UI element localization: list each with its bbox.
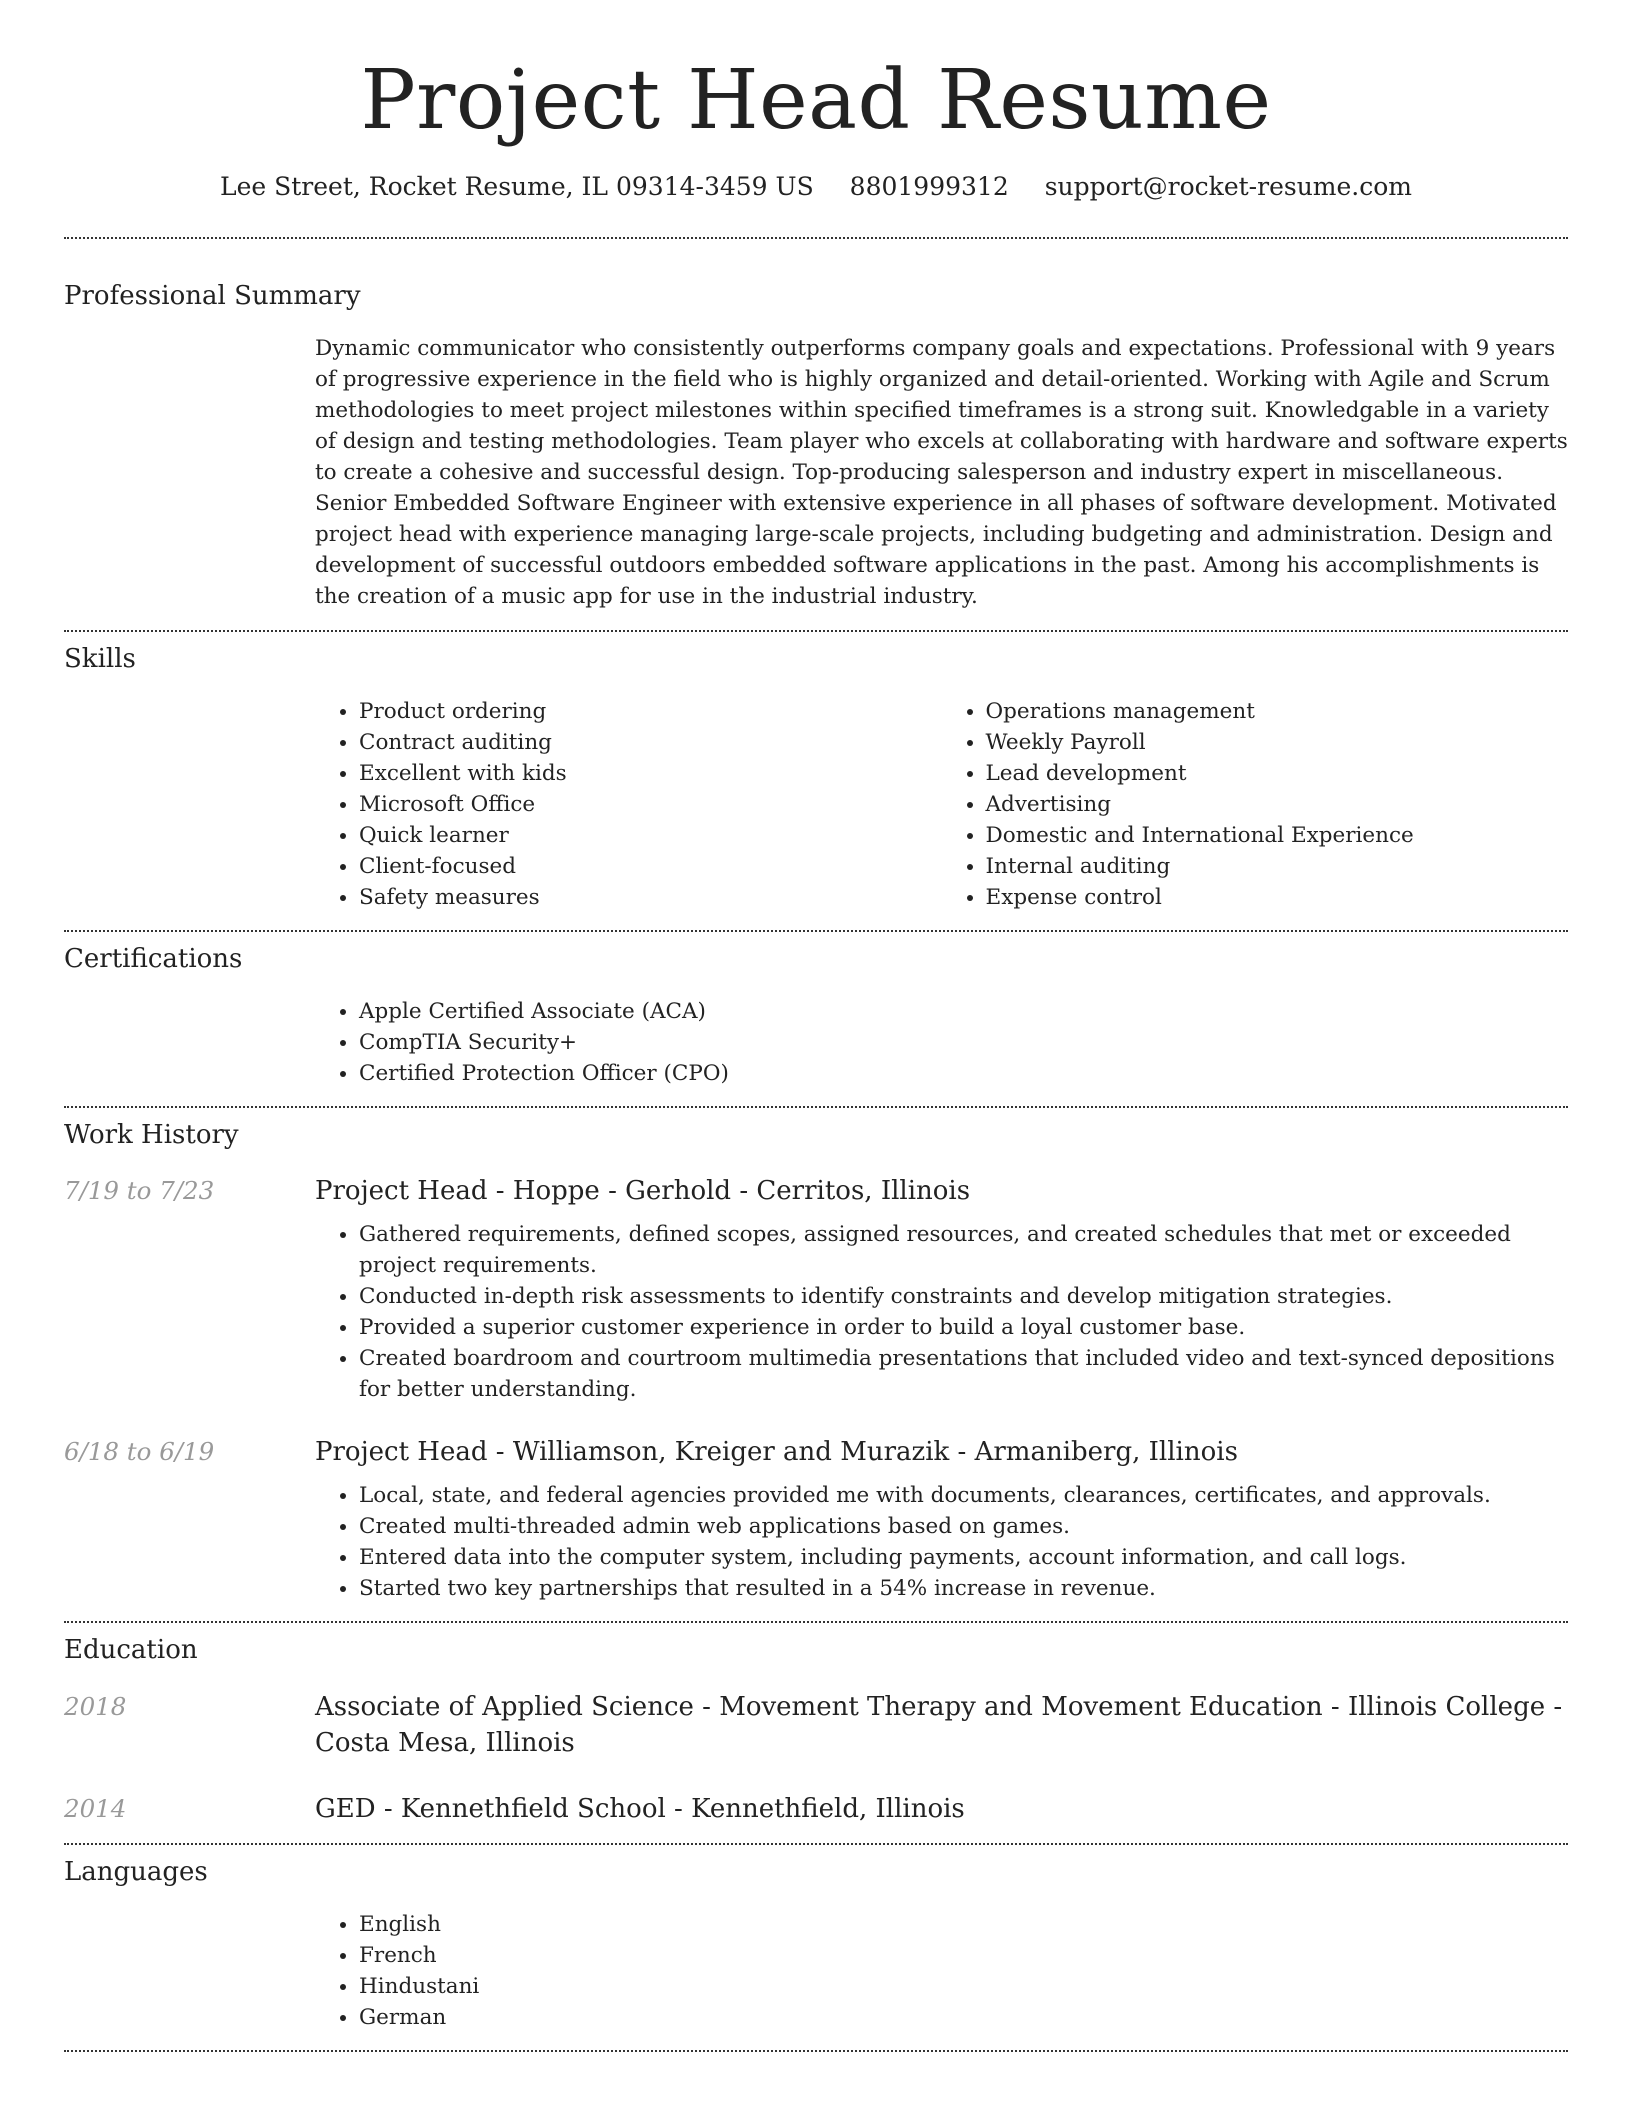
- job-bullet: • Conducted in-depth risk assessments to identify constraints and develop mitigation strategies.: [359, 1281, 1568, 1312]
- job-bullet: • Local, state, and federal agencies provided me with documents, clearances, certificates, and approvals.: [359, 1480, 1568, 1511]
- skill-item: • Microsoft Office: [359, 789, 942, 820]
- certification-item: • Apple Certified Associate (ACA): [359, 996, 1568, 1027]
- language-item: • French: [359, 1940, 1568, 1971]
- education-title: GED - Kennethfield School - Kennethfield, Illinois: [315, 1794, 965, 1824]
- job-body: [315, 1434, 1568, 1604]
- certifications-content: [315, 996, 1568, 1089]
- summary-heading: Professional Summary: [64, 281, 361, 311]
- job-bullet: • Created multi-threaded admin web applications based on games.: [359, 1511, 1568, 1542]
- languages-list: [315, 1909, 1568, 2033]
- languages-heading: Languages: [64, 1857, 208, 1887]
- education-section: [64, 1623, 1568, 1827]
- job-title: Project Head - Williamson, Kreiger and Murazik - Armaniberg, Illinois: [315, 1437, 1238, 1467]
- education-year: 2018: [64, 1692, 127, 1721]
- education-body: [315, 1791, 1568, 1827]
- skills-section: [64, 632, 1568, 913]
- resume-title: Project Head Resume: [360, 53, 1272, 148]
- skill-item: • Domestic and International Experience: [986, 820, 1569, 851]
- certifications-list: [315, 996, 1568, 1089]
- language-item: • German: [359, 2002, 1568, 2033]
- skill-item: • Safety measures: [359, 882, 942, 913]
- job-dates: 7/19 to 7/23: [64, 1176, 215, 1205]
- education-title: Associate of Applied Science - Movement Therapy and Movement Education - Illinois College - Costa Mesa, Illinois: [315, 1692, 1563, 1758]
- job-entry: [64, 1434, 1568, 1604]
- education-body: [315, 1689, 1568, 1761]
- skill-item: • Contract auditing: [359, 727, 942, 758]
- summary-section: [64, 239, 1568, 612]
- skills-heading: Skills: [64, 644, 136, 674]
- skill-item: • Lead development: [986, 758, 1569, 789]
- education-entry: [64, 1791, 1568, 1827]
- skill-item: • Client-focused: [359, 851, 942, 882]
- divider: [64, 2050, 1568, 2052]
- skill-item: • Advertising: [986, 789, 1569, 820]
- job-bullet: • Provided a superior customer experience in order to build a loyal customer base.: [359, 1312, 1568, 1343]
- language-item: • Hindustani: [359, 1971, 1568, 2002]
- work-heading: Work History: [64, 1120, 239, 1150]
- job-dates: 6/18 to 6/19: [64, 1437, 215, 1466]
- job-bullets: [315, 1219, 1568, 1405]
- skill-item: • Weekly Payroll: [986, 727, 1569, 758]
- language-item: • English: [359, 1909, 1568, 1940]
- contact-address: Lee Street, Rocket Resume, IL 09314-3459 US: [220, 172, 814, 201]
- education-heading: Education: [64, 1635, 198, 1665]
- job-bullet: • Gathered requirements, defined scopes, assigned resources, and created schedules that met or exceeded project requirements.: [359, 1219, 1568, 1281]
- job-bullet: • Started two key partnerships that resulted in a 54% increase in revenue.: [359, 1573, 1568, 1604]
- languages-section: [64, 1845, 1568, 2033]
- education-entry: [64, 1689, 1568, 1761]
- skill-item: • Product ordering: [359, 696, 942, 727]
- skill-item: • Quick learner: [359, 820, 942, 851]
- skills-list-right: [942, 696, 1569, 913]
- skills-columns: [315, 696, 1568, 913]
- skill-item: • Internal auditing: [986, 851, 1569, 882]
- education-year: 2014: [64, 1794, 127, 1823]
- job-body: [315, 1173, 1568, 1405]
- skill-item: • Operations management: [986, 696, 1569, 727]
- job-entry: [64, 1173, 1568, 1405]
- work-section: [64, 1108, 1568, 1604]
- certification-item: • Certified Protection Officer (CPO): [359, 1058, 1568, 1089]
- job-bullet: • Entered data into the computer system, including payments, account information, and call logs.: [359, 1542, 1568, 1573]
- skills-list-left: [315, 696, 942, 913]
- certification-item: • CompTIA Security+: [359, 1027, 1568, 1058]
- resume-page: [64, 0, 1568, 2052]
- job-bullet: • Created boardroom and courtroom multimedia presentations that included video and text-synced depositions for better understanding.: [359, 1343, 1568, 1405]
- languages-content: [315, 1909, 1568, 2033]
- skill-item: • Expense control: [986, 882, 1569, 913]
- job-title: Project Head - Hoppe - Gerhold - Cerritos, Illinois: [315, 1176, 971, 1206]
- contact-email: support@rocket-resume.com: [1044, 172, 1412, 201]
- certifications-heading: Certifications: [64, 944, 243, 974]
- contact-line: [64, 171, 1568, 203]
- certifications-section: [64, 932, 1568, 1089]
- contact-phone: 8801999312: [849, 172, 1009, 201]
- job-bullets: [315, 1480, 1568, 1604]
- skill-item: • Excellent with kids: [359, 758, 942, 789]
- summary-text: Dynamic communicator who consistently outperforms company goals and expectations. Professional with 9 years of progressive experience in the field who is highly organized and detail-oriented. Working with Agile and Scrum methodologies to meet project milestones within specified timeframes is a strong suit. Knowledgable in a variety of design and testing methodologies. Team player who excels at collaborating with hardware and software experts to create a cohesive and successful design. Top-producing salesperson and industry expert in miscellaneous. Senior Embedded Software Engineer with extensive experience in all phases of software development. Motivated project head with experience managing large-scale projects, including budgeting and administration. Design and development of successful outdoors embedded software applications in the past. Among his accomplishments is the creation of a music app for use in the industrial industry.: [315, 336, 1568, 609]
